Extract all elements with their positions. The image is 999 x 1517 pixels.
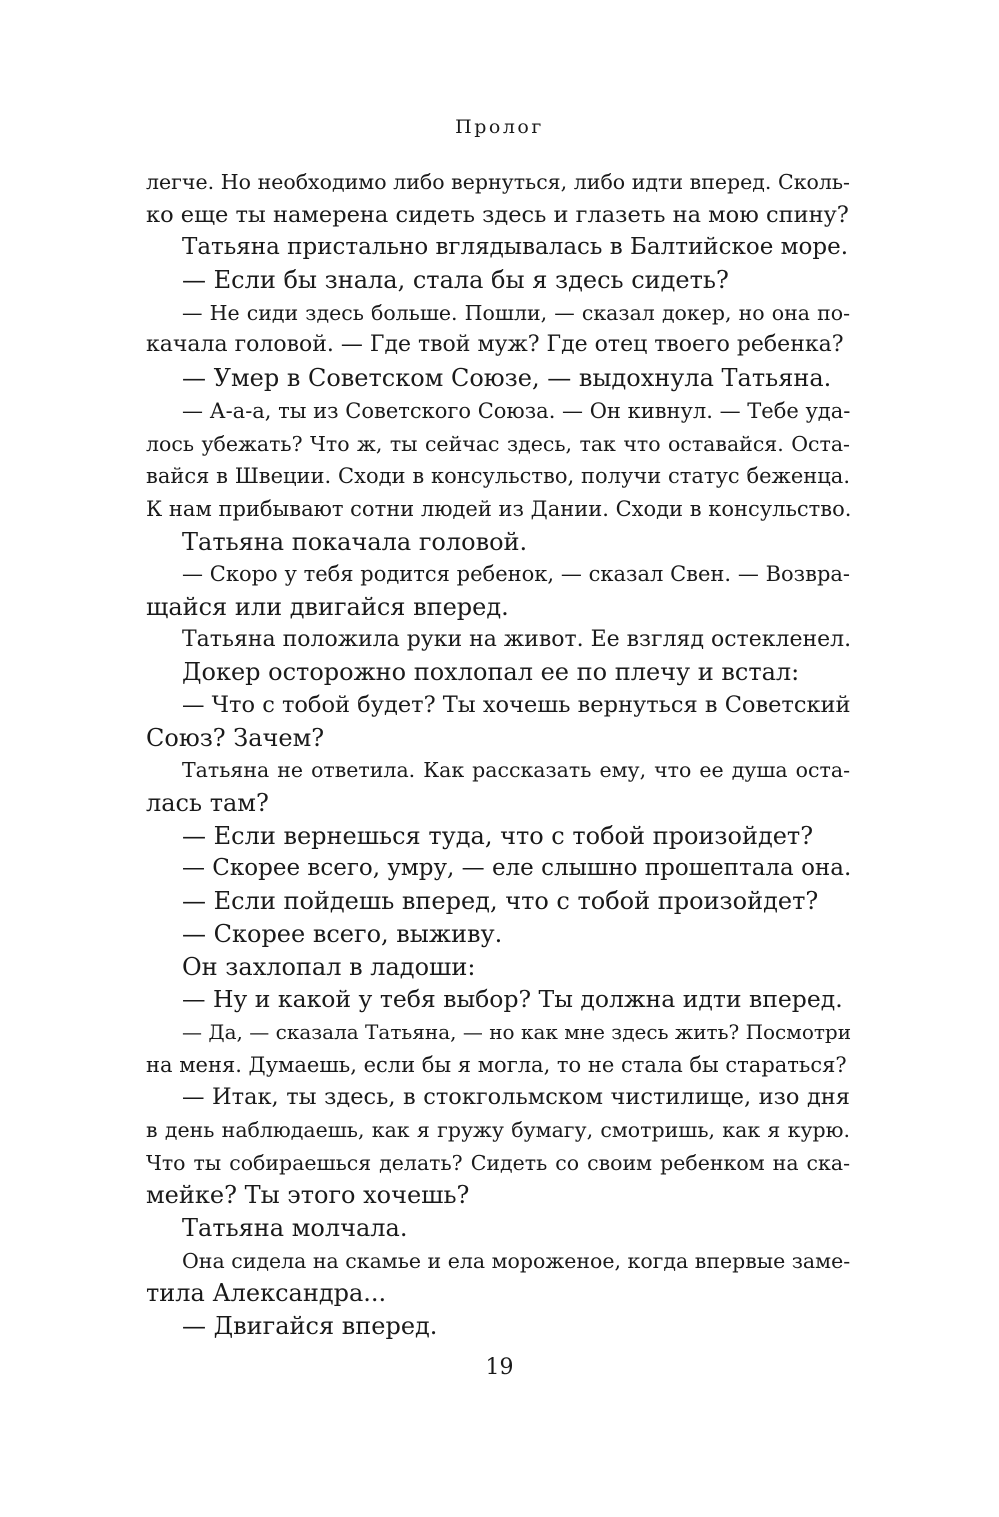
text-line: — Скоро у тебя родится ребенок, — сказал Свен. — Возвра- — [182, 562, 850, 587]
text-line: легче. Но необходимо либо вернуться, либо идти вперед. Сколь- — [146, 170, 850, 194]
text-line: щайся или двигайся вперед. — [146, 592, 509, 621]
text-line: — Да, — сказала Татьяна, — но как мне здесь жить? Посмотри — [182, 1019, 852, 1044]
text-line: — Умер в Советском Союзе, — выдохнула Татьяна. — [182, 364, 832, 393]
text-line: в день наблюдаешь, как я гружу бумагу, смотришь, как я курю. — [146, 1117, 850, 1142]
text-line: на меня. Думаешь, если бы я могла, то не стала бы стараться? — [146, 1052, 847, 1077]
text-line: Что ты собираешься делать? Сидеть со своим ребенком на ска- — [146, 1150, 850, 1175]
text-line: — Скорее всего, умру, — еле слышно прошептала она. — [182, 855, 852, 882]
text-line: Татьяна пристально вглядывалась в Балтийское море. — [182, 234, 849, 261]
text-line: вайся в Швеции. Сходи в консульство, получи статус беженца. — [146, 464, 850, 489]
text-line: — Не сиди здесь больше. Пошли, — сказал докер, но она по- — [182, 300, 850, 325]
text-line: — Что с тобой будет? Ты хочешь вернуться в Советский — [182, 692, 851, 718]
text-line: ко еще ты намерена сидеть здесь и глазеть на мою спину? — [146, 201, 849, 228]
text-line: мейке? Ты этого хочешь? — [146, 1181, 470, 1210]
text-line: — Если бы знала, стала бы я здесь сидеть? — [182, 266, 729, 295]
text-line: лась там? — [146, 789, 269, 818]
text-line: лось убежать? Что ж, ты сейчас здесь, так что оставайся. Оста- — [146, 431, 850, 456]
text-line: Татьяна положила руки на живот. Ее взгляд остекленел. — [182, 626, 852, 652]
text-line: Он захлопал в ладоши: — [182, 952, 476, 981]
text-line: тила Александра... — [146, 1279, 387, 1308]
text-line: — Ну и какой у тебя выбор? Ты должна идти вперед. — [182, 985, 843, 1014]
text-line: К нам прибывают сотни людей из Дании. Сходи в консульство. — [146, 496, 852, 521]
text-line: Докер осторожно похлопал ее по плечу и встал: — [182, 658, 800, 687]
text-line: качала головой. — Где твой муж? Где отец твоего ребенка? — [146, 332, 844, 358]
text-line: — А-а-а, ты из Советского Союза. — Он кивнул. — Тебе уда- — [182, 398, 851, 423]
text-line: — Двигайся вперед. — [182, 1312, 438, 1341]
text-line: — Итак, ты здесь, в стокгольмском чистилище, изо дня — [182, 1084, 850, 1111]
text-line: Татьяна не ответила. Как рассказать ему, что ее душа оста- — [182, 758, 850, 783]
text-line: — Скорее всего, выживу. — [182, 919, 503, 948]
text-line: — Если вернешься туда, что с тобой произойдет? — [182, 821, 814, 850]
body-text — [146, 166, 850, 1343]
text-line: Татьяна покачала головой. — [182, 527, 528, 556]
text-line: Она сидела на скамье и ела мороженое, когда впервые заме- — [182, 1248, 851, 1273]
page-number: 19 — [485, 1355, 514, 1380]
text-line: Союз? Зачем? — [146, 723, 325, 752]
text-line: — Если пойдешь вперед, что с тобой произойдет? — [182, 887, 819, 916]
text-line: Татьяна молчала. — [182, 1214, 408, 1242]
running-head: Пролог — [455, 116, 544, 138]
